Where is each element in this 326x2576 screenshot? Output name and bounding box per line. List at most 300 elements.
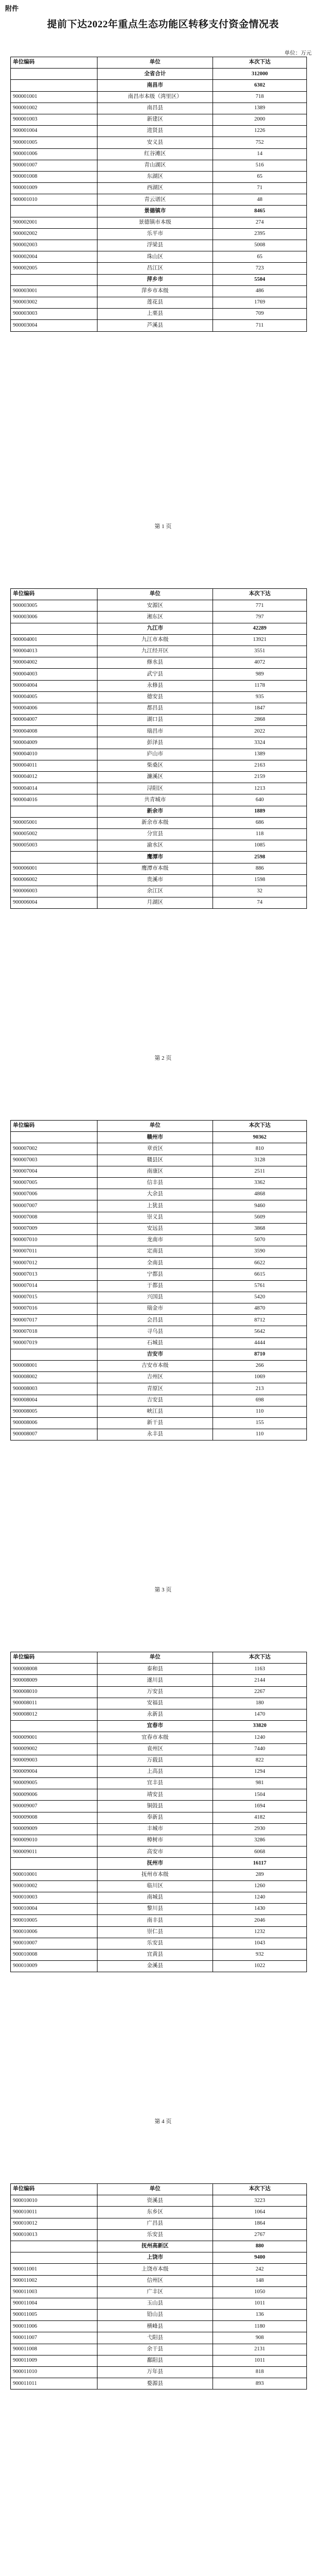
- unit-name-cell: 定南县: [97, 1246, 213, 1258]
- unit-name-cell: 石城县: [97, 1337, 213, 1349]
- amount-cell: 48: [213, 194, 307, 206]
- table-row: [11, 897, 307, 909]
- table-row: [11, 874, 307, 886]
- unit-code-cell: 900003006: [11, 612, 97, 623]
- table-row: [11, 1732, 307, 1743]
- amount-cell: 1847: [213, 703, 307, 714]
- unit-code-cell: 900004012: [11, 772, 97, 783]
- unit-name-cell: 上饶市: [97, 2252, 213, 2264]
- unit-code-cell: [11, 1721, 97, 1732]
- table-row: [11, 285, 307, 297]
- unit-code-cell: 900009002: [11, 1743, 97, 1755]
- unit-name-cell: 新干县: [97, 1417, 213, 1429]
- amount-cell: 7440: [213, 1743, 307, 1755]
- amount-cell: 266: [213, 1360, 307, 1371]
- amount-cell: 3590: [213, 1246, 307, 1258]
- amount-cell: 8710: [213, 1349, 307, 1360]
- unit-name-cell: 万年县: [97, 2367, 213, 2378]
- amount-cell: 2000: [213, 114, 307, 125]
- table-row: [11, 1892, 307, 1903]
- unit-name-cell: 崇仁县: [97, 1926, 213, 1938]
- unit-code-cell: 900008001: [11, 1360, 97, 1371]
- table-row: [11, 1789, 307, 1801]
- unit-code-cell: 900008003: [11, 1383, 97, 1395]
- unit-name-cell: 余江区: [97, 886, 213, 897]
- amount-cell: 2395: [213, 228, 307, 240]
- unit-name-cell: 庐山市: [97, 749, 213, 760]
- table-row: [11, 794, 307, 806]
- table-row: [11, 817, 307, 828]
- amount-cell: 5420: [213, 1292, 307, 1303]
- amount-cell: 1598: [213, 874, 307, 886]
- amount-cell: 1694: [213, 1801, 307, 1812]
- unit-name-cell: 章贡区: [97, 1143, 213, 1155]
- amount-cell: 180: [213, 1698, 307, 1709]
- unit-name-cell: 红谷滩区: [97, 148, 213, 160]
- unit-code-cell: 900007012: [11, 1258, 97, 1269]
- amount-cell: 2046: [213, 1915, 307, 1926]
- header-name: 单位: [97, 2184, 213, 2195]
- amount-cell: 5761: [213, 1280, 307, 1292]
- amount-cell: 981: [213, 1778, 307, 1789]
- unit-code-cell: 900007017: [11, 1315, 97, 1326]
- amount-cell: 9400: [213, 2252, 307, 2264]
- amount-cell: 16117: [213, 1858, 307, 1869]
- amount-cell: 3324: [213, 737, 307, 749]
- unit-name-cell: 广丰区: [97, 2286, 213, 2298]
- unit-code-cell: 900011002: [11, 2275, 97, 2286]
- table-row: [11, 691, 307, 703]
- unit-name-cell: 瑞昌市: [97, 726, 213, 737]
- unit-name-cell: 珠山区: [97, 251, 213, 263]
- table-row: [11, 1949, 307, 1960]
- unit-code-cell: 900001010: [11, 194, 97, 206]
- unit-name-cell: 会昌县: [97, 1315, 213, 1326]
- unit-name-cell: 丰城市: [97, 1823, 213, 1835]
- unit-code-cell: 900008008: [11, 1664, 97, 1675]
- table-header-row: [11, 1652, 307, 1664]
- amount-cell: 935: [213, 691, 307, 703]
- amount-cell: 822: [213, 1755, 307, 1766]
- unit-name-cell: 九江市本级: [97, 634, 213, 646]
- unit-code-cell: 900002002: [11, 228, 97, 240]
- unit-code-cell: 900005002: [11, 828, 97, 840]
- header-amount: 本次下达: [213, 1652, 307, 1664]
- unit-code-cell: 900010003: [11, 1892, 97, 1903]
- amount-cell: 136: [213, 2310, 307, 2321]
- amount-cell: 752: [213, 137, 307, 148]
- amount-cell: 3551: [213, 646, 307, 657]
- table-row: [11, 1280, 307, 1292]
- unit-name-cell: 瑞金市: [97, 1303, 213, 1315]
- unit-name-cell: 上栗县: [97, 309, 213, 320]
- table-row: [11, 137, 307, 148]
- unit-code-cell: 900002005: [11, 263, 97, 274]
- unit-code-cell: 900009011: [11, 1846, 97, 1858]
- amount-cell: 3362: [213, 1177, 307, 1189]
- table-row: [11, 1372, 307, 1383]
- amount-cell: 640: [213, 794, 307, 806]
- header-amount: 本次下达: [213, 57, 307, 69]
- unit-name-cell: 余干县: [97, 2344, 213, 2355]
- amount-cell: 3223: [213, 2195, 307, 2207]
- amount-cell: 74: [213, 897, 307, 909]
- amount-cell: 8712: [213, 1315, 307, 1326]
- table-row: [11, 1755, 307, 1766]
- table-row: [11, 1812, 307, 1823]
- subtotal-row: [11, 1721, 307, 1732]
- unit-code-cell: 900010013: [11, 2229, 97, 2241]
- page-number: 第 4 页: [154, 2119, 172, 2125]
- unit-name-cell: 分宜县: [97, 828, 213, 840]
- unit-code-cell: 900001001: [11, 91, 97, 103]
- unit-code-cell: 900004003: [11, 669, 97, 680]
- table-row: [11, 263, 307, 274]
- unit-code-cell: 900001004: [11, 126, 97, 137]
- subtotal-row: [11, 623, 307, 634]
- amount-cell: 65: [213, 171, 307, 182]
- table-row: [11, 1709, 307, 1720]
- unit-name-cell: 安源区: [97, 600, 213, 612]
- header-amount: 本次下达: [213, 2184, 307, 2195]
- amount-cell: 1011: [213, 2355, 307, 2366]
- unit-code-cell: 900001009: [11, 183, 97, 194]
- unit-code-cell: 900006001: [11, 863, 97, 874]
- amount-cell: 42289: [213, 623, 307, 634]
- unit-name-cell: 永新县: [97, 1709, 213, 1720]
- amount-cell: 1889: [213, 806, 307, 817]
- unit-name-cell: 共青城市: [97, 794, 213, 806]
- header-code: 单位编码: [11, 1652, 97, 1664]
- unit-name-cell: 上高县: [97, 1766, 213, 1777]
- unit-name-cell: 安远县: [97, 1223, 213, 1234]
- table-row: [11, 828, 307, 840]
- amount-cell: 709: [213, 309, 307, 320]
- table-row: [11, 1303, 307, 1315]
- amount-cell: 6302: [213, 80, 307, 91]
- amount-cell: 242: [213, 2264, 307, 2275]
- unit-name-cell: 上犹县: [97, 1200, 213, 1212]
- unit-code-cell: 900004011: [11, 760, 97, 771]
- unit-code-cell: 900009003: [11, 1755, 97, 1766]
- unit-code-cell: 900008006: [11, 1417, 97, 1429]
- table-row: [11, 1686, 307, 1698]
- table-row: [11, 251, 307, 263]
- table-row: [11, 1417, 307, 1429]
- unit-name-cell: 武宁县: [97, 669, 213, 680]
- header-code: 单位编码: [11, 57, 97, 69]
- amount-cell: 5609: [213, 1212, 307, 1223]
- unit-name-cell: 铅山县: [97, 2310, 213, 2321]
- unit-name-cell: 德安县: [97, 691, 213, 703]
- unit-label: 单位：万元: [284, 50, 312, 56]
- amount-cell: 1163: [213, 1664, 307, 1675]
- table-row: [11, 114, 307, 125]
- unit-code-cell: 900007007: [11, 1200, 97, 1212]
- amount-cell: 14: [213, 148, 307, 160]
- amount-cell: 516: [213, 160, 307, 171]
- amount-cell: 9460: [213, 1200, 307, 1212]
- unit-code-cell: 900003005: [11, 600, 97, 612]
- table-row: [11, 2344, 307, 2355]
- table-row: [11, 1395, 307, 1406]
- unit-code-cell: 900004004: [11, 680, 97, 691]
- table-page-3: [10, 1120, 307, 1440]
- table-row: [11, 1926, 307, 1938]
- unit-name-cell: 黎川县: [97, 1904, 213, 1915]
- table-row: [11, 2218, 307, 2229]
- table-row: [11, 126, 307, 137]
- amount-cell: 1504: [213, 1789, 307, 1801]
- unit-code-cell: 900010002: [11, 1880, 97, 1892]
- table-row: [11, 1292, 307, 1303]
- unit-code-cell: 900008010: [11, 1686, 97, 1698]
- amount-cell: 5070: [213, 1234, 307, 1246]
- unit-name-cell: 吉安县: [97, 1395, 213, 1406]
- unit-code-cell: 900009008: [11, 1812, 97, 1823]
- unit-name-cell: 鄱阳县: [97, 2355, 213, 2366]
- unit-name-cell: 东湖区: [97, 171, 213, 182]
- amount-cell: 1011: [213, 2298, 307, 2309]
- unit-name-cell: 于都县: [97, 1280, 213, 1292]
- table-header-row: [11, 2184, 307, 2195]
- unit-code-cell: 900007011: [11, 1246, 97, 1258]
- unit-name-cell: 全省合计: [97, 69, 213, 80]
- amount-cell: 1260: [213, 1880, 307, 1892]
- amount-cell: 312000: [213, 69, 307, 80]
- unit-code-cell: 900004013: [11, 646, 97, 657]
- amount-cell: 2598: [213, 852, 307, 863]
- amount-cell: 3128: [213, 1155, 307, 1166]
- amount-cell: 2930: [213, 1823, 307, 1835]
- table-row: [11, 91, 307, 103]
- table-row: [11, 1846, 307, 1858]
- unit-name-cell: 莲花县: [97, 297, 213, 308]
- amount-cell: 4182: [213, 1812, 307, 1823]
- unit-name-cell: 浮梁县: [97, 240, 213, 251]
- unit-code-cell: [11, 274, 97, 285]
- unit-name-cell: 南康区: [97, 1166, 213, 1177]
- table-row: [11, 2229, 307, 2241]
- amount-cell: 686: [213, 817, 307, 828]
- table-row: [11, 1698, 307, 1709]
- unit-code-cell: 900009009: [11, 1823, 97, 1835]
- table-row: [11, 1177, 307, 1189]
- subtotal-row: [11, 1858, 307, 1869]
- unit-code-cell: [11, 1349, 97, 1360]
- unit-code-cell: 900007019: [11, 1337, 97, 1349]
- unit-code-cell: 900011005: [11, 2310, 97, 2321]
- unit-code-cell: 900009007: [11, 1801, 97, 1812]
- unit-name-cell: 萍乡市: [97, 274, 213, 285]
- page-number: 第 2 页: [154, 1055, 172, 1061]
- table-row: [11, 703, 307, 714]
- unit-code-cell: 900006002: [11, 874, 97, 886]
- amount-cell: 155: [213, 1417, 307, 1429]
- table-row: [11, 1383, 307, 1395]
- amount-cell: 1294: [213, 1766, 307, 1777]
- unit-name-cell: 鹰潭市: [97, 852, 213, 863]
- amount-cell: 1050: [213, 2286, 307, 2298]
- unit-name-cell: 遂川县: [97, 1675, 213, 1686]
- amount-cell: 5642: [213, 1326, 307, 1337]
- table-row: [11, 1675, 307, 1686]
- unit-code-cell: 900011007: [11, 2332, 97, 2344]
- table-row: [11, 194, 307, 206]
- subtotal-row: [11, 2241, 307, 2252]
- unit-name-cell: 赣县区: [97, 1155, 213, 1166]
- unit-code-cell: 900003004: [11, 320, 97, 331]
- unit-code-cell: 900011011: [11, 2378, 97, 2389]
- unit-name-cell: 新余市本级: [97, 817, 213, 828]
- table-row: [11, 863, 307, 874]
- unit-code-cell: 900008007: [11, 1429, 97, 1440]
- unit-code-cell: 900007009: [11, 1223, 97, 1234]
- unit-code-cell: 900002004: [11, 251, 97, 263]
- unit-code-cell: 900008011: [11, 1698, 97, 1709]
- table-row: [11, 1835, 307, 1846]
- amount-cell: 5008: [213, 240, 307, 251]
- amount-cell: 1240: [213, 1732, 307, 1743]
- header-code: 单位编码: [11, 589, 97, 600]
- unit-code-cell: 900005001: [11, 817, 97, 828]
- unit-name-cell: 青原区: [97, 1383, 213, 1395]
- unit-name-cell: 乐平市: [97, 228, 213, 240]
- amount-cell: 8465: [213, 206, 307, 217]
- unit-code-cell: 900011001: [11, 2264, 97, 2275]
- table-row: [11, 2264, 307, 2275]
- unit-name-cell: 新余市: [97, 806, 213, 817]
- header-amount: 本次下达: [213, 589, 307, 600]
- unit-code-cell: 900007016: [11, 1303, 97, 1315]
- table-page-4: [10, 1652, 307, 1972]
- unit-code-cell: 900011008: [11, 2344, 97, 2355]
- table-row: [11, 1269, 307, 1280]
- amount-cell: 1178: [213, 680, 307, 691]
- unit-code-cell: 900010005: [11, 1915, 97, 1926]
- table-row: [11, 1664, 307, 1675]
- unit-name-cell: 铜鼓县: [97, 1801, 213, 1812]
- amount-cell: 1180: [213, 2321, 307, 2332]
- table-row: [11, 1880, 307, 1892]
- unit-name-cell: 靖安县: [97, 1789, 213, 1801]
- amount-cell: 1064: [213, 2207, 307, 2218]
- amount-cell: 289: [213, 1869, 307, 1880]
- unit-code-cell: 900003001: [11, 285, 97, 297]
- subtotal-row: [11, 80, 307, 91]
- unit-name-cell: 月湖区: [97, 897, 213, 909]
- unit-code-cell: 900001003: [11, 114, 97, 125]
- table-row: [11, 1823, 307, 1835]
- table-row: [11, 1326, 307, 1337]
- unit-code-cell: 900010012: [11, 2218, 97, 2229]
- unit-name-cell: 吉安市: [97, 1349, 213, 1360]
- unit-code-cell: 900010004: [11, 1904, 97, 1915]
- amount-cell: 486: [213, 285, 307, 297]
- amount-cell: 2131: [213, 2344, 307, 2355]
- unit-name-cell: 泰和县: [97, 1664, 213, 1675]
- subtotal-row: [11, 806, 307, 817]
- table-row: [11, 1406, 307, 1417]
- amount-cell: 13921: [213, 634, 307, 646]
- amount-cell: 65: [213, 251, 307, 263]
- document-title: 提前下达2022年重点生态功能区转移支付资金情况表: [47, 19, 279, 30]
- amount-cell: 932: [213, 1949, 307, 1960]
- table-row: [11, 749, 307, 760]
- amount-cell: 3868: [213, 1223, 307, 1234]
- unit-name-cell: 九江市: [97, 623, 213, 634]
- header-amount: 本次下达: [213, 1121, 307, 1132]
- amount-cell: 4870: [213, 1303, 307, 1315]
- unit-name-cell: 景德镇市: [97, 206, 213, 217]
- unit-name-cell: 崇义县: [97, 1212, 213, 1223]
- unit-name-cell: 宜丰县: [97, 1778, 213, 1789]
- unit-name-cell: 峡江县: [97, 1406, 213, 1417]
- unit-name-cell: 婺源县: [97, 2378, 213, 2389]
- unit-name-cell: 萍乡市本级: [97, 285, 213, 297]
- unit-name-cell: 信州区: [97, 2275, 213, 2286]
- unit-name-cell: 东乡区: [97, 2207, 213, 2218]
- subtotal-row: [11, 1132, 307, 1143]
- table-row: [11, 669, 307, 680]
- amount-cell: 1769: [213, 297, 307, 308]
- table-row: [11, 2207, 307, 2218]
- amount-cell: 148: [213, 2275, 307, 2286]
- table-row: [11, 148, 307, 160]
- unit-code-cell: 900008002: [11, 1372, 97, 1383]
- table-row: [11, 634, 307, 646]
- amount-cell: 2144: [213, 1675, 307, 1686]
- unit-code-cell: 900009010: [11, 1835, 97, 1846]
- header-code: 单位编码: [11, 1121, 97, 1132]
- unit-code-cell: 900001005: [11, 137, 97, 148]
- unit-name-cell: 九江经开区: [97, 646, 213, 657]
- amount-cell: 33820: [213, 1721, 307, 1732]
- unit-code-cell: [11, 1858, 97, 1869]
- unit-code-cell: 900004008: [11, 726, 97, 737]
- unit-code-cell: 900009001: [11, 1732, 97, 1743]
- unit-name-cell: 横峰县: [97, 2321, 213, 2332]
- table-row: [11, 297, 307, 308]
- unit-name-cell: 贵溪市: [97, 874, 213, 886]
- amount-cell: 118: [213, 828, 307, 840]
- unit-name-cell: 高安市: [97, 1846, 213, 1858]
- unit-code-cell: 900009005: [11, 1778, 97, 1789]
- amount-cell: 2511: [213, 1166, 307, 1177]
- header-name: 单位: [97, 57, 213, 69]
- amount-cell: 723: [213, 263, 307, 274]
- table-row: [11, 1212, 307, 1223]
- unit-name-cell: 新建区: [97, 114, 213, 125]
- unit-code-cell: 900011009: [11, 2355, 97, 2366]
- page-number: 第 1 页: [154, 523, 172, 530]
- amount-cell: 797: [213, 612, 307, 623]
- table-row: [11, 160, 307, 171]
- table-row: [11, 715, 307, 726]
- unit-code-cell: 900003002: [11, 297, 97, 308]
- unit-code-cell: 900007010: [11, 1234, 97, 1246]
- amount-cell: 4444: [213, 1337, 307, 1349]
- unit-code-cell: 900004016: [11, 794, 97, 806]
- unit-code-cell: 900007004: [11, 1166, 97, 1177]
- table-row: [11, 309, 307, 320]
- unit-code-cell: [11, 806, 97, 817]
- unit-code-cell: [11, 206, 97, 217]
- table-row: [11, 2332, 307, 2344]
- unit-name-cell: 安福县: [97, 1698, 213, 1709]
- unit-code-cell: 900010008: [11, 1949, 97, 1960]
- unit-name-cell: 安义县: [97, 137, 213, 148]
